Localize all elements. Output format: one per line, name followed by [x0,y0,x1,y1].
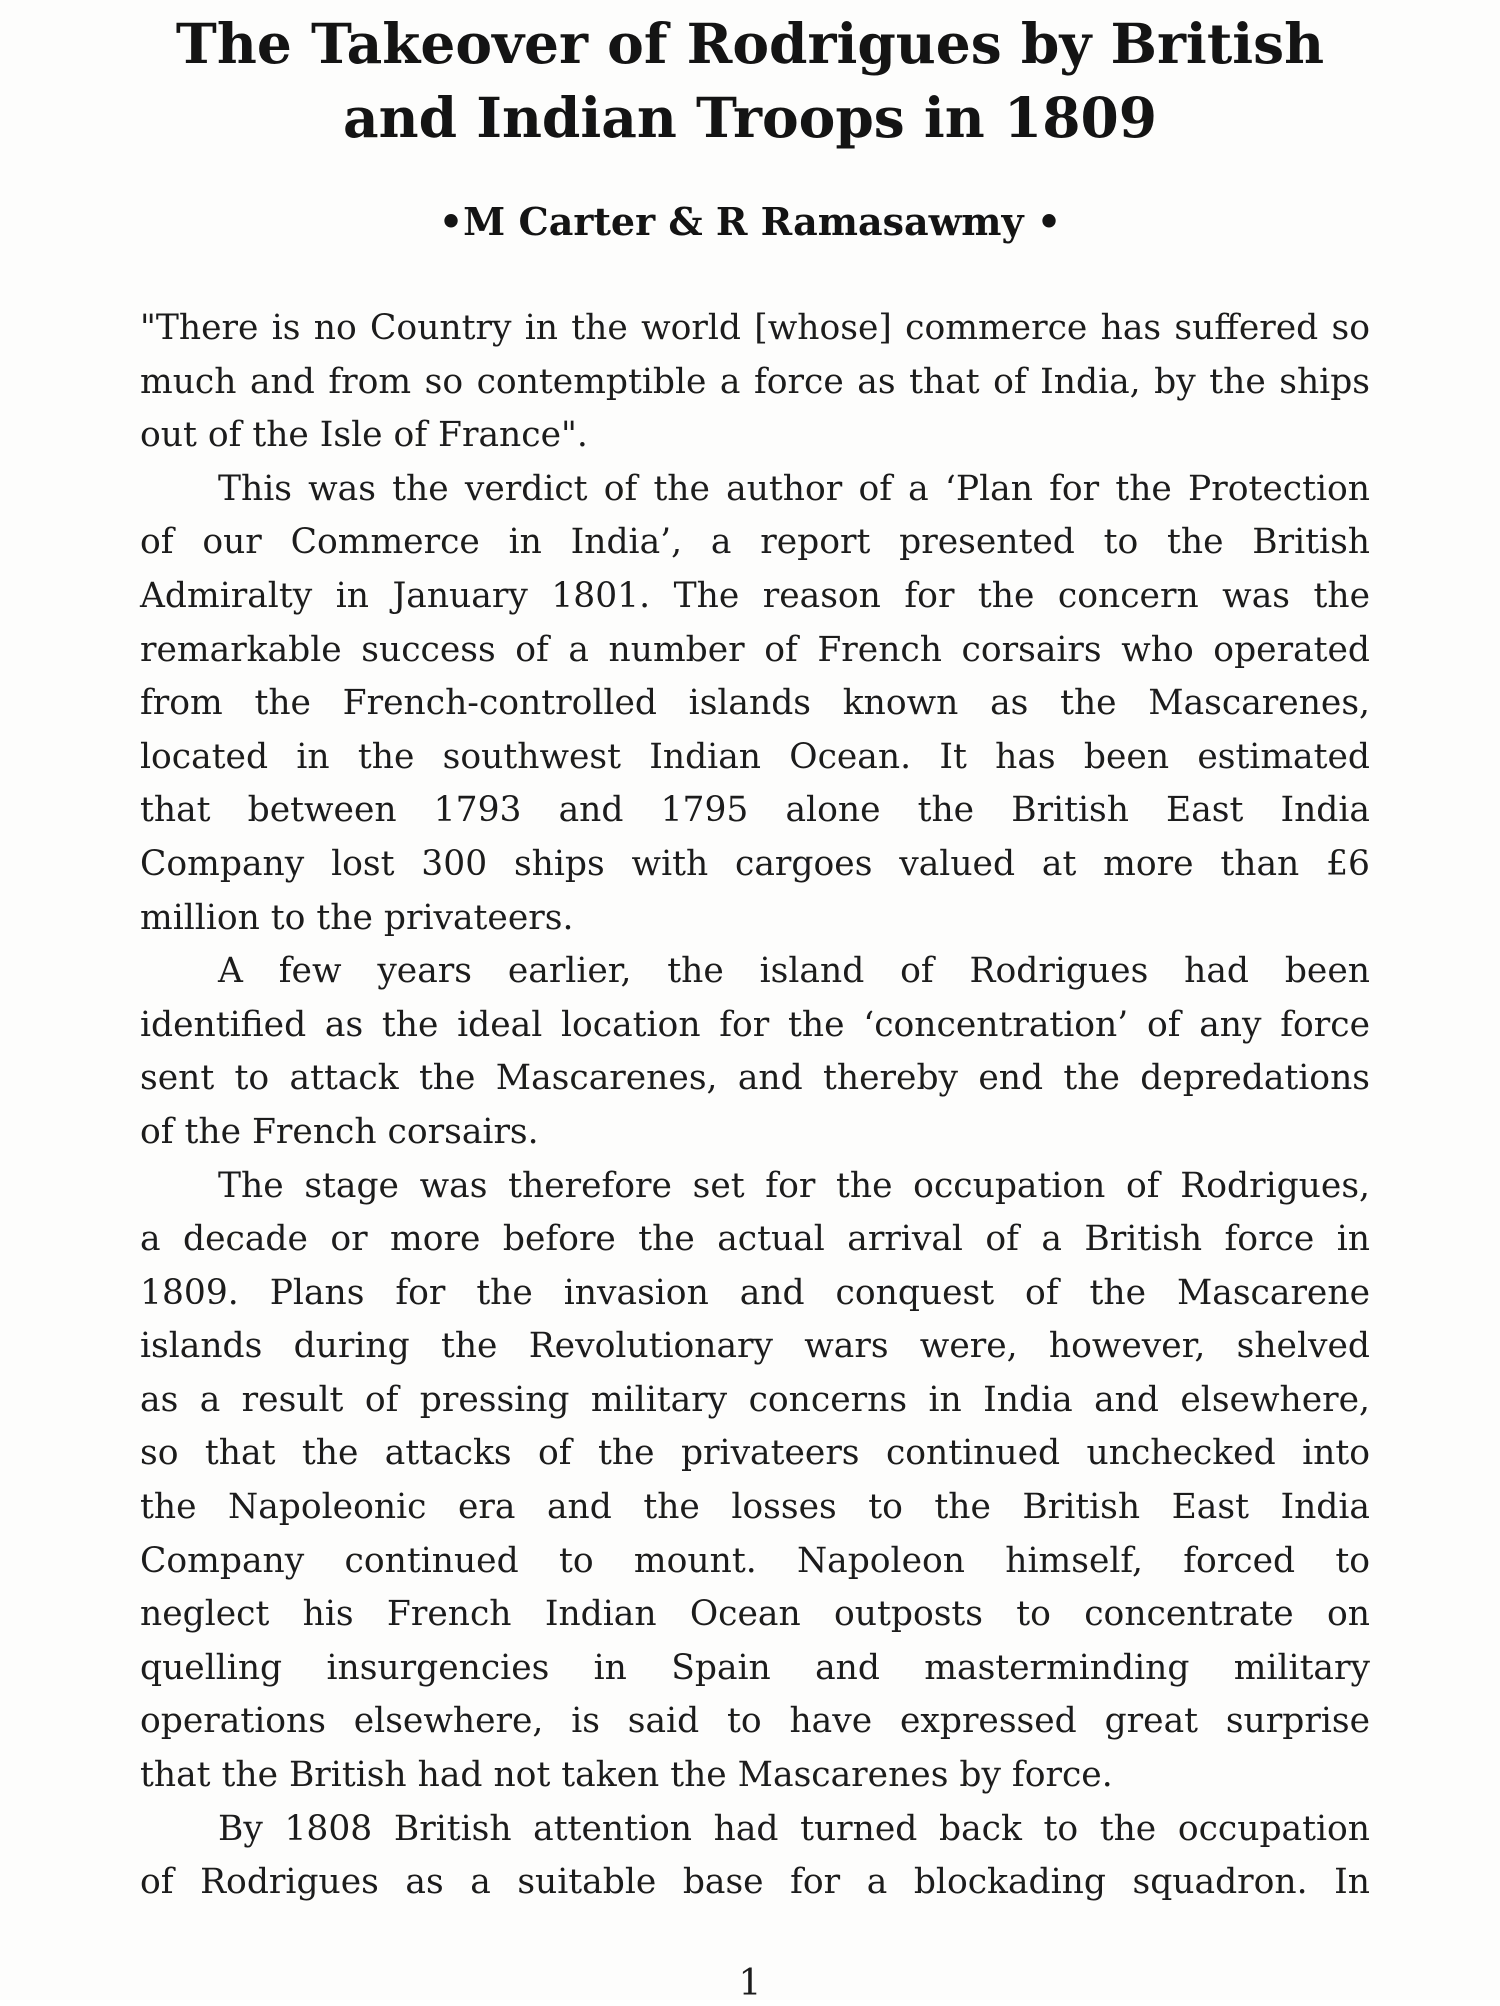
text-line: The stage was therefore set for the occupation of Rodrigues, [218,1165,1370,1206]
text-line: from the French-controlled islands known as the Mascarenes, [140,683,1370,724]
text-line: This was the verdict of the author of a ‘Plan for the Protection [218,468,1370,509]
text-line: of Rodrigues as a suitable base for a blockading squadron. In [140,1862,1370,1903]
text-line: A few years earlier, the island of Rodrigues had been [218,951,1370,992]
article-body [140,302,1370,1910]
text-line: of the French corsairs. [140,1111,539,1152]
text-line: located in the southwest Indian Ocean. It has been estimated [140,736,1370,777]
text-line: identified as the ideal location for the ‘concentration’ of any force [140,1004,1370,1045]
text-line: "There is no Country in the world [whose] commerce has suffered so [140,308,1370,348]
text-line: sent to attack the Mascarenes, and thereby end the depredations [140,1058,1370,1099]
text-line: out of the Isle of France". [140,415,588,456]
article-title-line-1: The Takeover of Rodrigues by British [175,11,1325,76]
text-line: neglect his French Indian Ocean outposts to concentrate on [140,1594,1370,1635]
text-line: million to the privateers. [140,897,574,938]
text-line: By 1808 British attention had turned back to the occupation [218,1808,1370,1849]
text-line: of our Commerce in India’, a report presented to the British [140,522,1370,563]
text-line: that the British had not taken the Mascarenes by force. [140,1755,1113,1796]
text-line: 1809. Plans for the invasion and conquest of the Mascarene [140,1272,1370,1313]
text-line: quelling insurgencies in Spain and masterminding military [140,1647,1370,1688]
text-line: that between 1793 and 1795 alone the British East India [140,790,1370,831]
text-line: a decade or more before the actual arrival of a British force in [140,1219,1370,1260]
text-line: islands during the Revolutionary wars were, however, shelved [140,1326,1370,1367]
text-line: operations elsewhere, is said to have expressed great surprise [140,1701,1370,1742]
text-line: remarkable success of a number of French corsairs who operated [140,629,1370,670]
text-line: Company continued to mount. Napoleon himself, forced to [140,1540,1370,1581]
text-line: Admiralty in January 1801. The reason for the concern was the [140,575,1370,616]
text-line: the Napoleonic era and the losses to the British East India [140,1487,1370,1528]
article-authors: •M Carter & R Ramasawmy • [438,199,1062,244]
text-line: Company lost 300 ships with cargoes valued at more than £6 [140,843,1370,884]
page-number: 1 [738,1963,762,2004]
text-line: as a result of pressing military concerns in India and elsewhere, [140,1379,1370,1420]
text-line: much and from so contemptible a force as that of India, by the ships [140,361,1370,402]
text-line: so that the attacks of the privateers continued unchecked into [140,1433,1370,1474]
article-title-line-2: and Indian Troops in 1809 [342,85,1158,150]
